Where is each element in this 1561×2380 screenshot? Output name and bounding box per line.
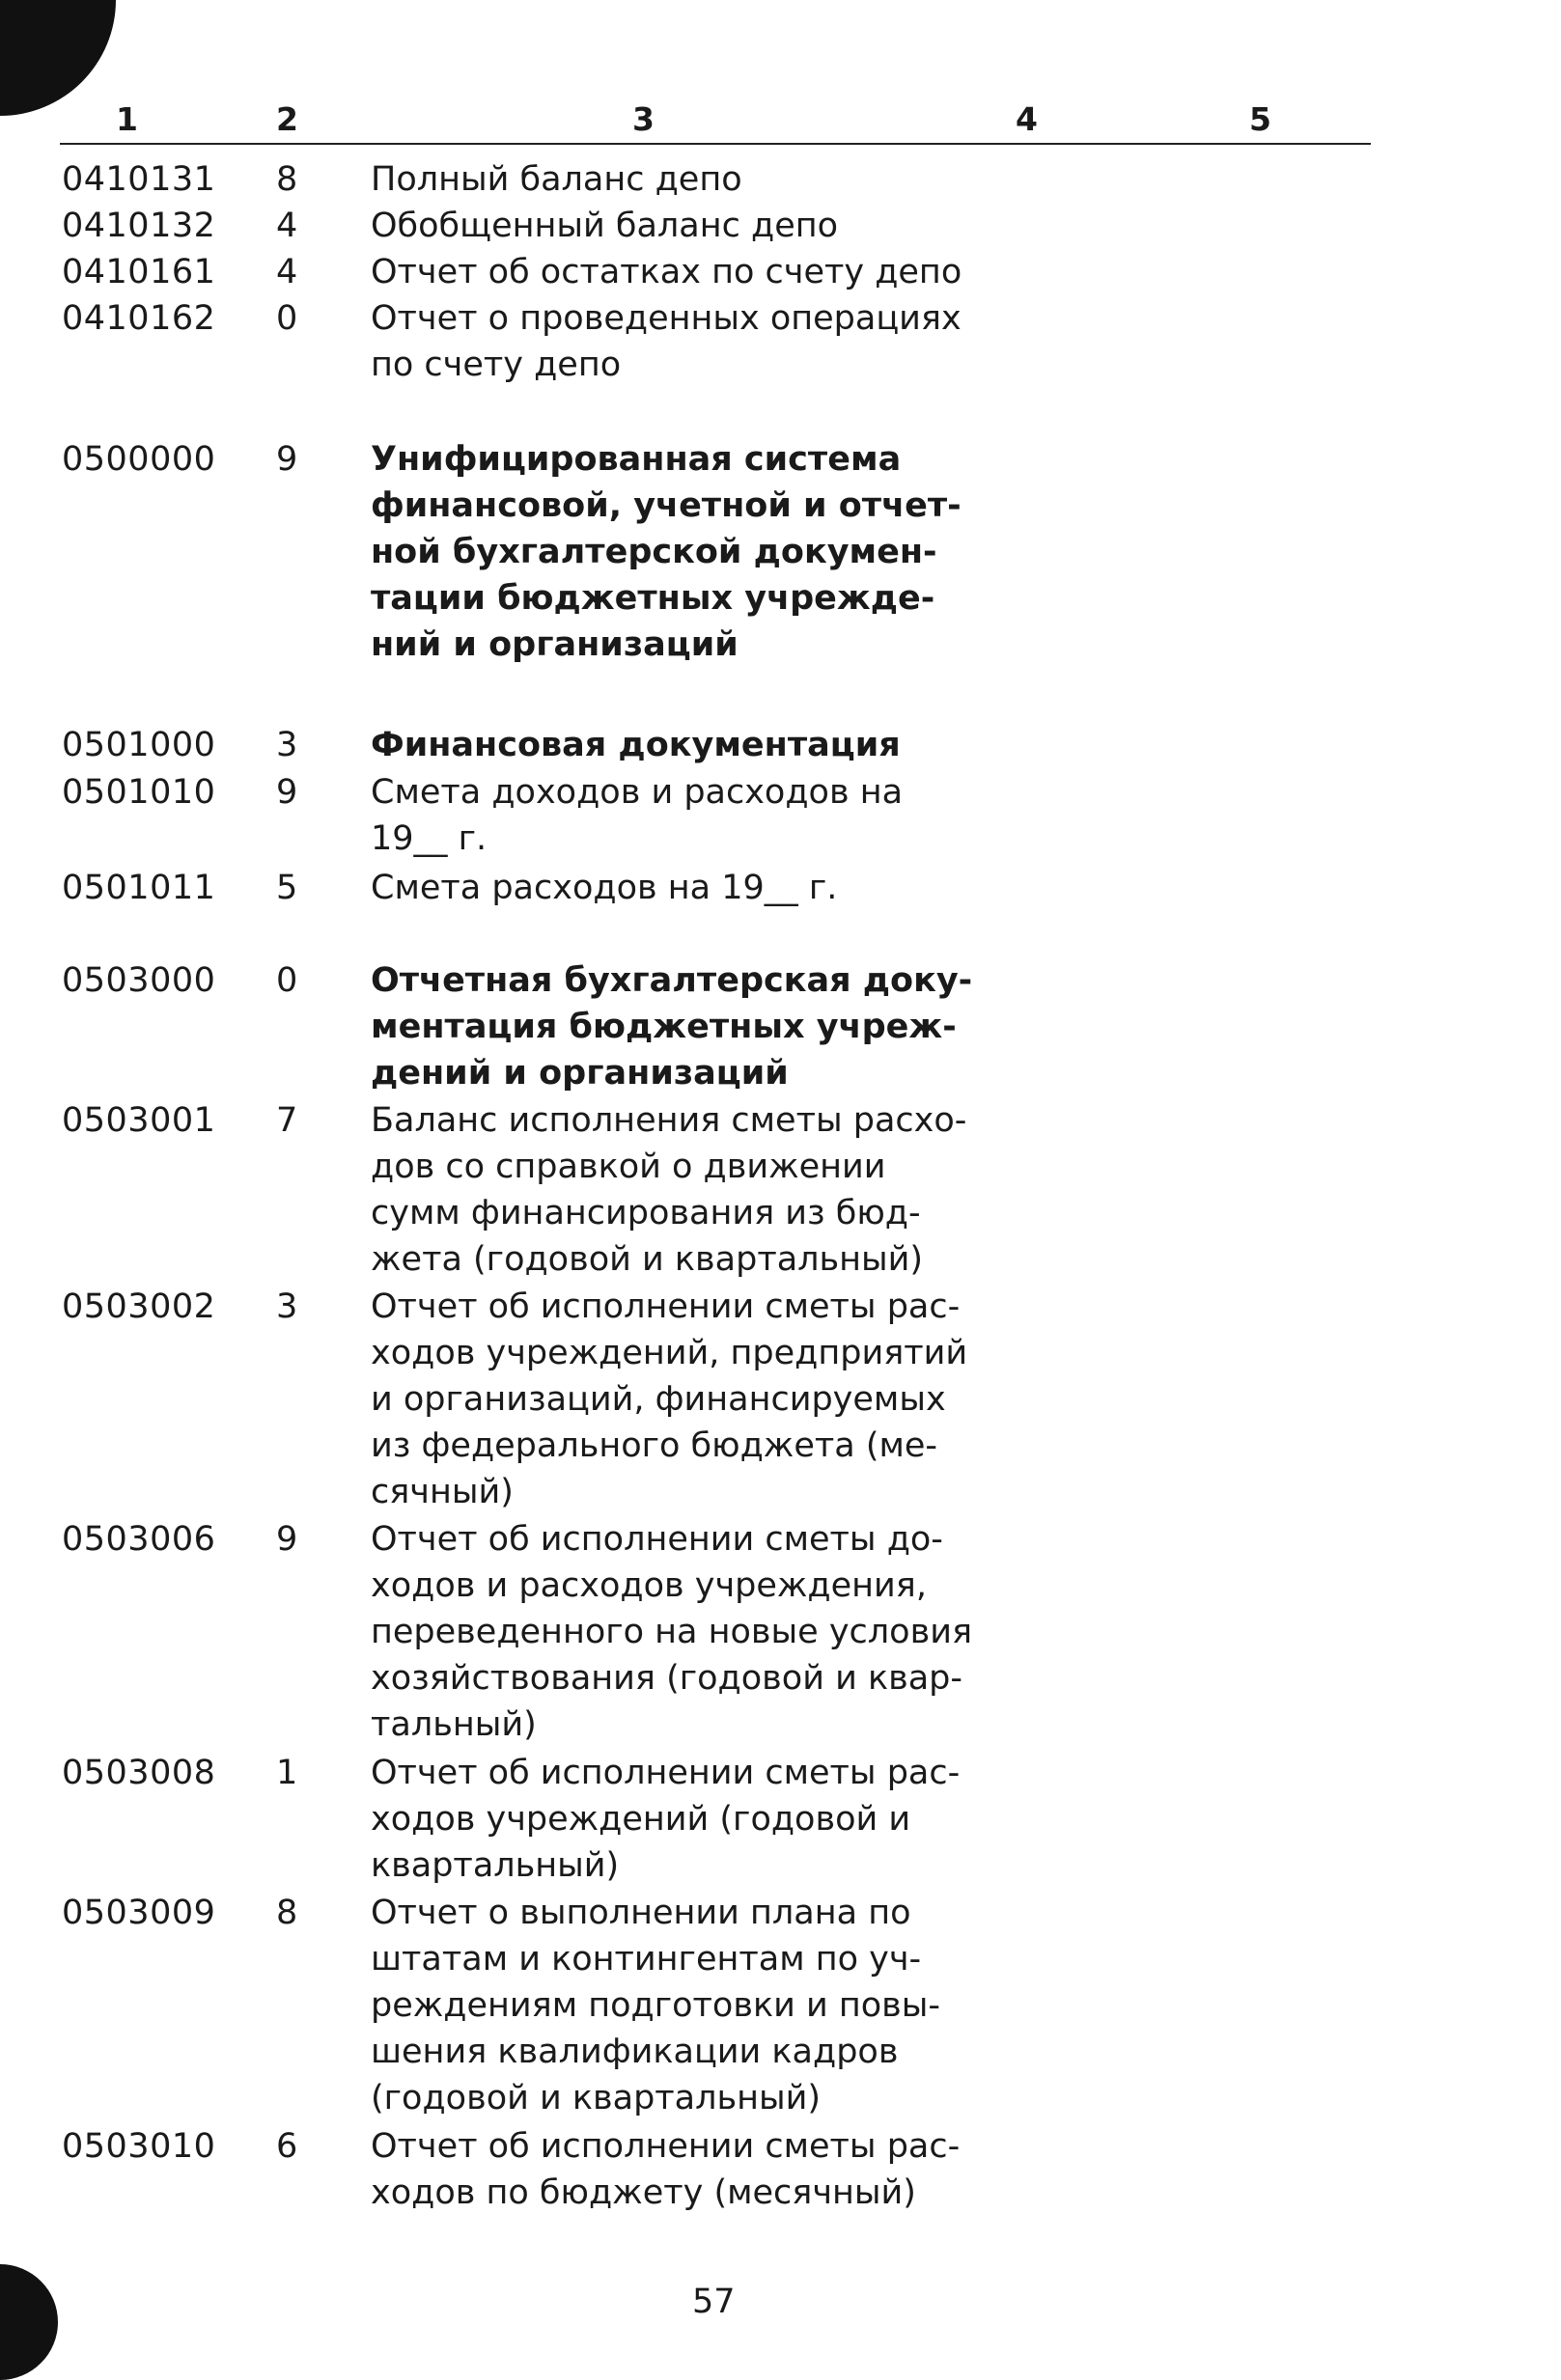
row-code: 0503000	[62, 961, 216, 1000]
section-title: Унифицированная система финансовой, учетной и отчет- ной бухгалтерской докумен- тации бюджетных учрежде- ний и организаций	[371, 440, 962, 664]
row-code: 0410131	[62, 160, 216, 199]
row-code: 0503006	[62, 1520, 216, 1559]
row-code: 0503010	[62, 2127, 216, 2166]
row-control-digit: 9	[276, 440, 298, 479]
row-control-digit: 1	[276, 1754, 298, 1792]
row-control-digit: 5	[276, 869, 298, 907]
row-control-digit: 9	[276, 1520, 298, 1559]
row-control-digit: 7	[276, 1101, 298, 1140]
row-name: Отчет о проведенных операциях по счету депо	[371, 299, 962, 384]
row-name: Смета доходов и расходов на 19__ г.	[371, 773, 904, 858]
row-code: 0500000	[62, 440, 216, 479]
section-title: Финансовая документация	[371, 726, 901, 764]
row-code: 0503009	[62, 1894, 216, 1932]
page-number: 57	[692, 2283, 736, 2321]
row-name: Отчет о выполнении плана по штатам и контингентам по уч- реждениям подготовки и повы- шения квалификации кадров (годовой и квартальный)	[371, 1894, 941, 2117]
row-control-digit: 4	[276, 207, 298, 245]
row-name: Отчет об исполнении сметы рас- ходов учреждений, предприятий и организаций, финансируемых из федерального бюджета (ме- сячный)	[371, 1287, 968, 1511]
row-control-digit: 3	[276, 726, 298, 764]
row-name: Смета расходов на 19__ г.	[371, 869, 838, 907]
row-code: 0410161	[62, 253, 216, 291]
row-name: Отчет об исполнении сметы до- ходов и расходов учреждения, переведенного на новые условия хозяйствования (годовой и квар- тальный)	[371, 1520, 973, 1744]
header-rule	[60, 143, 1371, 145]
row-control-digit: 0	[276, 961, 298, 1000]
column-header-4: 4	[1016, 100, 1038, 138]
row-code: 0410132	[62, 207, 216, 245]
row-code: 0501000	[62, 726, 216, 764]
row-code: 0503002	[62, 1287, 216, 1326]
row-control-digit: 9	[276, 773, 298, 812]
row-control-digit: 8	[276, 1894, 298, 1932]
column-header-1: 1	[116, 100, 138, 138]
column-header-2: 2	[276, 100, 298, 138]
row-code: 0503001	[62, 1101, 216, 1140]
column-header-5: 5	[1249, 100, 1271, 138]
row-control-digit: 6	[276, 2127, 298, 2166]
column-header-3: 3	[632, 100, 655, 138]
row-control-digit: 3	[276, 1287, 298, 1326]
row-code: 0501011	[62, 869, 216, 907]
scan-shadow-bottom-left	[0, 2264, 58, 2380]
scan-shadow-top-left	[0, 0, 116, 116]
row-control-digit: 8	[276, 160, 298, 199]
row-name: Полный баланс депо	[371, 160, 742, 199]
row-name: Отчет об исполнении сметы рас- ходов по бюджету (месячный)	[371, 2127, 961, 2212]
row-code: 0503008	[62, 1754, 216, 1792]
section-title: Отчетная бухгалтерская доку- ментация бюджетных учреж- дений и организаций	[371, 961, 973, 1093]
row-control-digit: 0	[276, 299, 298, 338]
row-name: Обобщенный баланс депо	[371, 207, 839, 245]
row-code: 0410162	[62, 299, 216, 338]
row-name: Отчет об исполнении сметы рас- ходов учреждений (годовой и квартальный)	[371, 1754, 961, 1885]
row-code: 0501010	[62, 773, 216, 812]
row-control-digit: 4	[276, 253, 298, 291]
row-name: Баланс исполнения сметы расхо- дов со справкой о движении сумм финансирования из бюд- жета (годовой и квартальный)	[371, 1101, 967, 1279]
row-name: Отчет об остатках по счету депо	[371, 253, 962, 291]
